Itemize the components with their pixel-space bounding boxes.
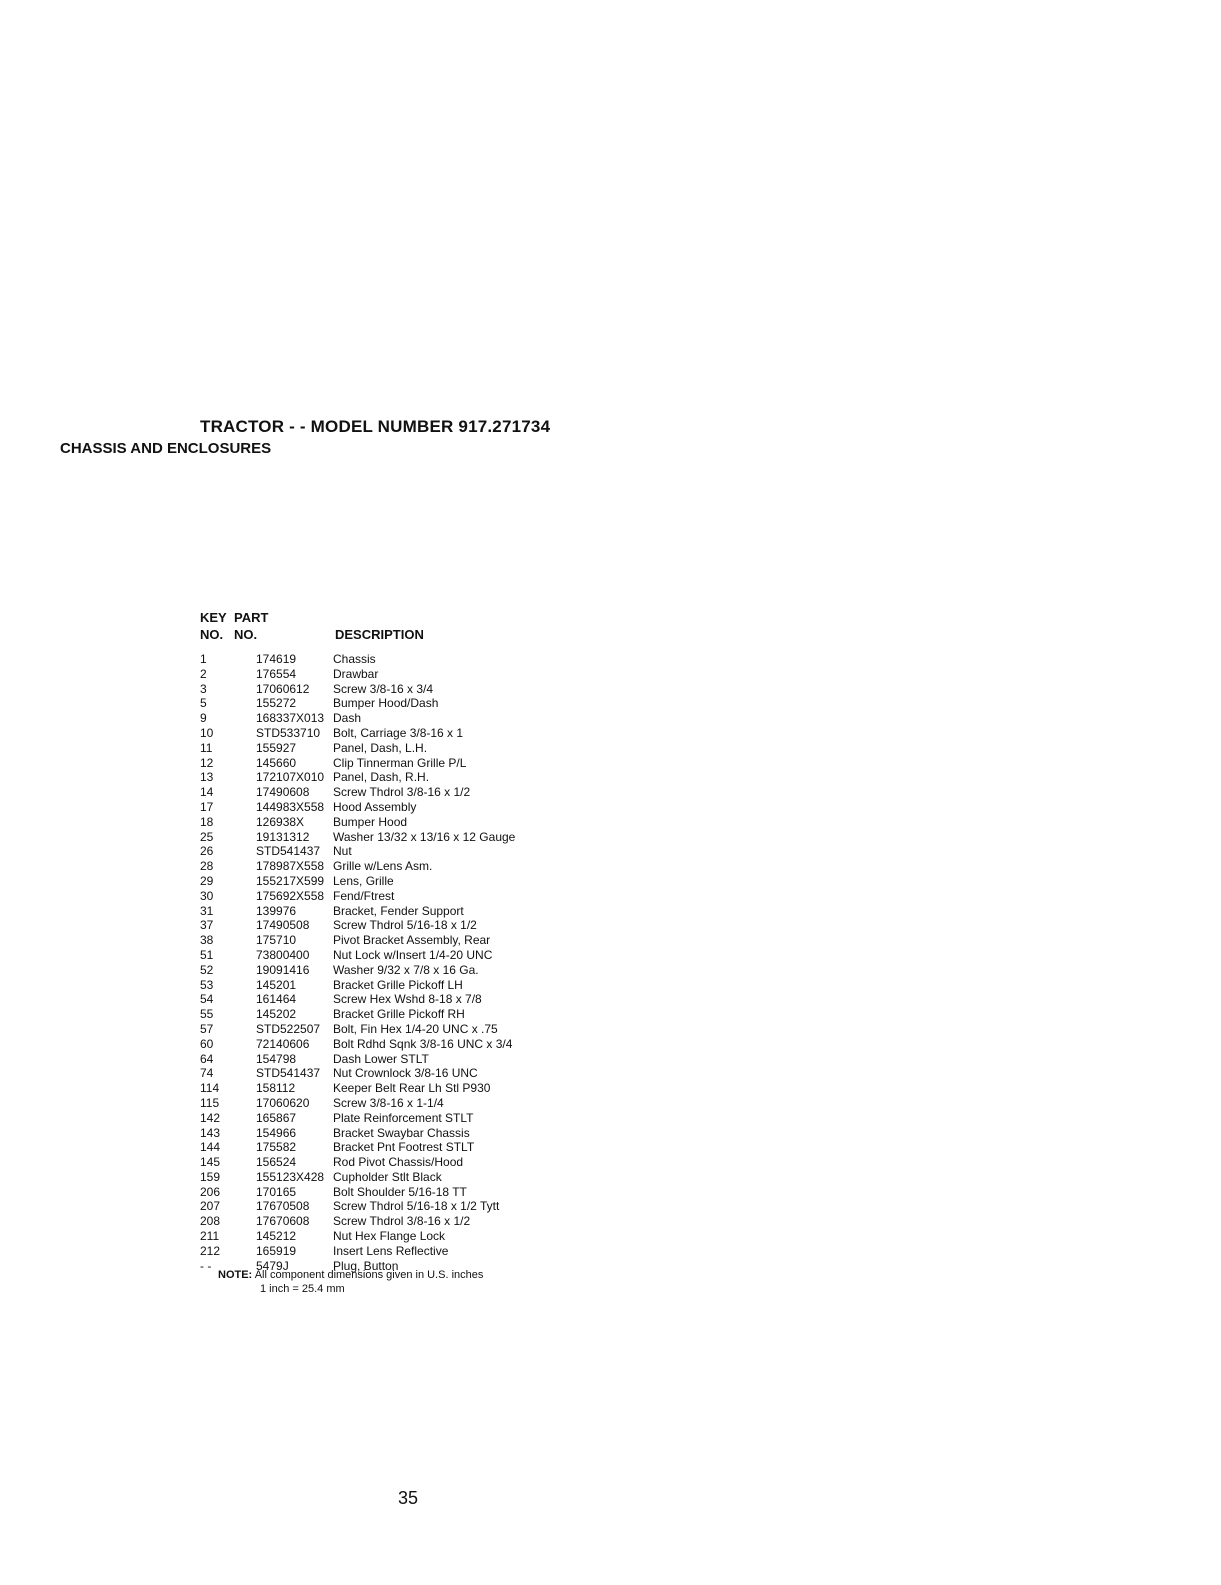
key-number: 26 [200, 844, 214, 859]
part-description: Nut Crownlock 3/8-16 UNC [333, 1066, 478, 1081]
key-number: 145 [200, 1155, 221, 1170]
part-description: Bolt Rdhd Sqnk 3/8-16 UNC x 3/4 [333, 1036, 513, 1051]
part-description: Bolt Shoulder 5/16-18 TT [333, 1184, 467, 1199]
part-number: 155123X428 [256, 1169, 325, 1184]
part-description: Screw Hex Wshd 8-18 x 7/8 [333, 992, 482, 1007]
part-description: Screw Thdrol 5/16-18 x 1/2 Tytt [333, 1199, 500, 1214]
part-description: Bracket Grille Pickoff LH [333, 977, 463, 992]
key-number: 144 [200, 1140, 221, 1155]
part-description: Cupholder Stlt Black [333, 1169, 442, 1184]
key-header-line1: KEY [200, 610, 227, 625]
part-number: 19091416 [256, 962, 310, 977]
key-number: 30 [200, 888, 214, 903]
part-number: 170165 [256, 1184, 297, 1199]
part-number: STD541437 [256, 844, 321, 859]
part-description: Bolt, Fin Hex 1/4-20 UNC x .75 [333, 1021, 498, 1036]
part-description: Lens, Grille [333, 873, 394, 888]
key-number: 142 [200, 1110, 221, 1125]
page-title: TRACTOR - - MODEL NUMBER 917.271734 [200, 417, 551, 436]
key-number: 17 [200, 799, 214, 814]
key-number: 14 [200, 785, 214, 800]
part-description: Keeper Belt Rear Lh Stl P930 [333, 1081, 491, 1096]
key-number: 38 [200, 933, 214, 948]
key-number: 55 [200, 1007, 214, 1022]
part-header-line2: NO. [234, 627, 258, 642]
part-description: Bumper Hood [333, 814, 408, 829]
note [218, 1268, 483, 1296]
key-number: 208 [200, 1214, 221, 1229]
part-number: 145201 [256, 977, 297, 992]
part-number: 156524 [256, 1155, 297, 1170]
part-number: 175710 [256, 933, 297, 948]
note-label: NOTE: [218, 1269, 253, 1281]
part-description: Bracket Pnt Footrest STLT [333, 1140, 475, 1155]
key-number: 3 [200, 681, 207, 696]
note-line1: All component dimensions given in U.S. inches [254, 1269, 484, 1281]
part-description: Hood Assembly [333, 799, 417, 814]
part-header-line1: PART [234, 610, 269, 625]
key-number: 13 [200, 770, 214, 785]
key-number: 31 [200, 903, 214, 918]
part-description: Dash Lower STLT [333, 1051, 429, 1066]
part-number: 17670608 [256, 1214, 310, 1229]
key-number: 54 [200, 992, 214, 1007]
key-number: 9 [200, 711, 207, 726]
part-number: 161464 [256, 992, 297, 1007]
part-description: Grille w/Lens Asm. [333, 859, 433, 874]
part-number: 165867 [256, 1110, 297, 1125]
part-description: Clip Tinnerman Grille P/L [333, 755, 467, 770]
key-number: 28 [200, 859, 214, 874]
part-number: 174619 [256, 652, 297, 666]
part-number: 139976 [256, 903, 297, 918]
part-description: Plate Reinforcement STLT [333, 1110, 474, 1125]
part-description: Plug, Button [333, 1258, 399, 1273]
part-description: Washer 13/32 x 13/16 x 12 Gauge [333, 829, 516, 844]
key-number: 5 [200, 696, 207, 711]
key-header-line2: NO. [200, 627, 224, 642]
part-number: 17490608 [256, 785, 310, 800]
part-number: 158112 [256, 1081, 296, 1096]
part-number: 154798 [256, 1051, 297, 1066]
part-description: Drawbar [333, 666, 379, 681]
part-number: 165919 [256, 1243, 297, 1258]
key-number: 57 [200, 1021, 214, 1036]
part-description: Screw Thdrol 3/8-16 x 1/2 [333, 1214, 471, 1229]
part-number: 145212 [256, 1229, 297, 1244]
part-description: Nut [333, 844, 352, 859]
part-number: 168337X013 [256, 711, 325, 726]
key-number: 10 [200, 725, 214, 740]
part-description: Pivot Bracket Assembly, Rear [333, 933, 491, 948]
part-number: STD522507 [256, 1021, 321, 1036]
key-number: - - [200, 1258, 212, 1273]
part-description: Screw Thdrol 5/16-18 x 1/2 [333, 918, 477, 933]
part-number: 155217X599 [256, 873, 325, 888]
part-description: Bracket Swaybar Chassis [333, 1125, 470, 1140]
key-number: 1 [200, 652, 207, 666]
part-number: 175692X558 [256, 888, 325, 903]
part-number: 72140606 [256, 1036, 310, 1051]
key-number: 11 [200, 740, 213, 755]
key-number: 2 [200, 666, 207, 681]
part-description: Bracket Grille Pickoff RH [333, 1007, 465, 1022]
part-number: 5479J [256, 1258, 289, 1273]
part-description: Nut Lock w/Insert 1/4-20 UNC [333, 947, 493, 962]
key-number: 143 [200, 1125, 221, 1140]
key-number: 29 [200, 873, 214, 888]
key-number: 52 [200, 962, 214, 977]
section-title: CHASSIS AND ENCLOSURES [60, 440, 272, 457]
part-number: 17490508 [256, 918, 310, 933]
part-description: Bumper Hood/Dash [333, 696, 439, 711]
key-number: 53 [200, 977, 214, 992]
part-number: 155272 [256, 696, 297, 711]
part-number: 73800400 [256, 947, 310, 962]
part-description: Dash [333, 711, 362, 726]
part-description: Rod Pivot Chassis/Hood [333, 1155, 464, 1170]
part-number: 175582 [256, 1140, 297, 1155]
part-description: Nut Hex Flange Lock [333, 1229, 446, 1244]
part-description: Chassis [333, 652, 376, 666]
part-description: Screw 3/8-16 x 1-1/4 [333, 1095, 444, 1110]
part-description: Insert Lens Reflective [333, 1243, 449, 1258]
part-number: 126938X [256, 814, 305, 829]
part-description: Screw 3/8-16 x 3/4 [333, 681, 434, 696]
key-number: 212 [200, 1243, 221, 1258]
part-number: 154966 [256, 1125, 297, 1140]
key-number: 51 [200, 947, 214, 962]
part-number: 145660 [256, 755, 297, 770]
page-number: 35 [398, 1488, 419, 1508]
part-description: Bolt, Carriage 3/8-16 x 1 [333, 725, 464, 740]
key-number: 114 [200, 1081, 220, 1096]
key-number: 25 [200, 829, 214, 844]
part-number: 17670508 [256, 1199, 310, 1214]
part-description: Screw Thdrol 3/8-16 x 1/2 [333, 785, 471, 800]
part-number: 155927 [256, 740, 297, 755]
description-header: DESCRIPTION [335, 627, 424, 642]
key-number: 18 [200, 814, 214, 829]
key-number: 115 [200, 1095, 220, 1110]
part-number: 145202 [256, 1007, 297, 1022]
part-number: 17060612 [256, 681, 310, 696]
part-number: STD533710 [256, 725, 321, 740]
part-number: 19131312 [256, 829, 310, 844]
part-description: Fend/Ftrest [333, 888, 395, 903]
part-number: STD541437 [256, 1066, 321, 1081]
part-number: 172107X010 [256, 770, 325, 785]
key-number: 12 [200, 755, 214, 770]
part-description: Panel, Dash, L.H. [333, 740, 428, 755]
key-number: 206 [200, 1184, 221, 1199]
part-number: 178987X558 [256, 859, 325, 874]
key-number: 159 [200, 1169, 221, 1184]
part-description: Bracket, Fender Support [333, 903, 464, 918]
key-number: 60 [200, 1036, 214, 1051]
part-number: 176554 [256, 666, 297, 681]
key-number: 74 [200, 1066, 214, 1081]
key-number: 211 [200, 1229, 220, 1244]
part-description: Panel, Dash, R.H. [333, 770, 430, 785]
part-description: Washer 9/32 x 7/8 x 16 Ga. [333, 962, 479, 977]
part-number: 17060620 [256, 1095, 310, 1110]
key-number: 37 [200, 918, 214, 933]
key-number: 64 [200, 1051, 214, 1066]
part-number: 144983X558 [256, 799, 325, 814]
note-line2: 1 inch = 25.4 mm [260, 1283, 345, 1295]
key-number: 207 [200, 1199, 221, 1214]
